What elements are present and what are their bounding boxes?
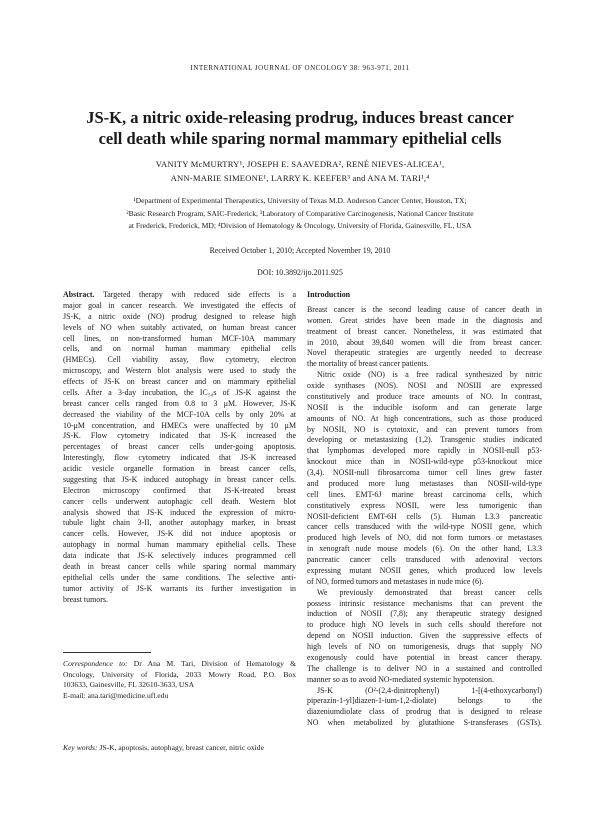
author-line: ANN-MARIE SIMEONE¹, LARRY K. KEEFER³ and ANA M. TARI¹,⁴: [170, 173, 430, 183]
introduction-line: women. Great strides have been made in the diagnosis and: [307, 315, 542, 325]
introduction-heading: Introduction: [307, 290, 351, 299]
introduction-line: expressing mutant NOSII genes, which produced low levels: [307, 565, 542, 575]
abstract-line: (HMECs). Cell viability assay, flow cytometry, electron: [63, 355, 296, 365]
introduction-line: exogenously could have potential in breast cancer therapy.: [307, 652, 542, 662]
correspondence-line: E-mail: ana.tari@medicine.ufl.edu: [63, 690, 169, 700]
keywords: [63, 743, 296, 754]
introduction-line: (3,4). NOSII-null fibrosarcoma tumor cell lines grew faster: [307, 468, 542, 477]
abstract-line: breast cancer cells ranged from 0.8 to 3 μM. However, JS-K: [63, 398, 296, 408]
introduction-line: JS-K (O²-(2,4-dinitrophenyl) 1-[(4-ethoxycarbonyl): [317, 685, 542, 695]
abstract-line: tubule light chain 3-II, another autophagy marker, in breast: [63, 518, 296, 528]
correspondence-line: 103633, Gainesville, FL 32610-3633, USA: [63, 680, 195, 690]
abstract-line: Interestingly, flow cytometry indicated that JS-K increased: [63, 453, 296, 463]
introduction-line: cell lines. EMT-6J marine breast carcinoma cells, which: [307, 489, 542, 499]
title-line: JS-K, a nitric oxide-releasing prodrug, induces breast cancer: [86, 108, 514, 127]
abstract-line: epithelial cells under the same conditions. The selective anti-: [63, 572, 296, 582]
affiliation-line: ²Basic Research Program, SAIC-Frederick, ³Laboratory of Comparative Carcinogenesis, National Cancer Institute: [126, 208, 474, 218]
abstract-line: cancer cells. However, JS-K did not induce apoptosis or: [63, 529, 296, 539]
introduction-line: NO when metabolized by glutathione S-transferases (GSTs).: [307, 718, 542, 728]
introduction-line: oxide synthases (NOS). NOSI and NOSIII are expressed: [307, 381, 542, 390]
introduction-line: We previously demonstrated that breast cancer cells: [317, 587, 542, 597]
abstract-line: major goal in cancer research. We investigated the effects of: [63, 300, 296, 310]
introduction-column: [307, 290, 542, 729]
introduction-line: produced high levels of NO, did not form tumors or metastases: [307, 533, 542, 543]
introduction-line: by NOSII, NO is cytotoxic, and can prevent tumors from: [307, 424, 542, 434]
abstract-line: decreased the viability of the MCF-10A cells by only 20% at: [63, 409, 296, 419]
abstract-line: cell lines, on non-transformed human MCF-10A mammary: [63, 333, 296, 343]
footnote-rule: [63, 652, 151, 653]
abstract-line: effects of JS-K on breast cancer and on mammary epithelial: [63, 377, 296, 386]
introduction-line: to produce high NO levels in such cells should therefore not: [307, 620, 542, 630]
introduction-line: diazeniumdiolate class of prodrug that is designed to release: [307, 707, 542, 717]
introduction-line: cancer cells transduced with the wild-type NOSII gene, which: [307, 522, 542, 532]
article-title: [60, 107, 540, 149]
introduction-line: NOSII is the inducible isoform and can generate large: [307, 402, 542, 412]
abstract-line: breast tumors.: [63, 594, 108, 604]
introduction-line: The challenge is to deliver NO in a sustained and controlled: [307, 663, 542, 673]
introduction-line: in xenograft nude mouse models (6). On the other hand, L3.3: [307, 544, 542, 554]
abstract-line: death in breast cancer cells while sparing normal mammary: [63, 561, 296, 571]
affiliation-line: ¹Department of Experimental Therapeutics, University of Texas M.D. Anderson Cancer Center, Houston, TX;: [133, 196, 467, 205]
title-line: cell death while sparing normal mammary epithelial cells: [98, 129, 502, 148]
abstract-text: Targeted therapy with reduced side effects is a: [94, 290, 296, 299]
introduction-line: Breast cancer is the second leading cause of cancer death in: [307, 304, 542, 314]
introduction-line: constitutively express NOSII, were less tumorigenic than: [307, 500, 542, 510]
abstract-line: suggesting that JS-K induced autophagy in breast cancer cells.: [63, 474, 296, 484]
introduction-line: Nitric oxide (NO) is a free radical synthesized by nitric: [317, 370, 542, 380]
abstract-label: Abstract.: [63, 290, 95, 299]
abstract-line: analysis showed that JS-K induced the expression of micro-: [63, 507, 296, 517]
received-accepted-dates: Received October 1, 2010; Accepted November 19, 2010: [209, 246, 391, 255]
abstract-line: data indicate that JS-K selectively induces programmed cell: [63, 551, 296, 560]
abstract-line: cancer cells underwent autophagic cell death. Western blot: [63, 496, 296, 506]
introduction-line: of NO, formed tumors and metastases in nude mice (6).: [307, 576, 484, 586]
abstract-line: tumor activity of JS-K warrants its further investigation in: [63, 583, 296, 593]
affiliation-line: at Frederick, Frederick, MD; ⁴Division of Hematology & Oncology, University of Florida, Gainesville, FL, USA: [128, 221, 472, 230]
introduction-line: in 2010, about 39,840 women will die from breast cancer.: [307, 337, 542, 347]
introduction-line: piperazin-1-yl]diazen-1-ium-1,2-diolate) belongs to the: [307, 696, 542, 706]
abstract-line: JS-K. Flow cytometry indicated that JS-K increased the: [63, 431, 296, 441]
introduction-line: and produced more lung metastases than NOSII-wild-type: [307, 478, 542, 488]
abstract-line: [63, 290, 296, 301]
abstract-line: Electron microscopy confirmed that JS-K-treated breast: [63, 485, 296, 495]
introduction-line: knockout mice than in NOSII-wild-type p53-knockout mice: [307, 457, 542, 467]
abstract-line: percentages of breast cancer cells under-going apoptosis.: [63, 442, 296, 452]
running-head: INTERNATIONAL JOURNAL OF ONCOLOGY 38: 963-971, 2011: [190, 64, 410, 72]
affiliations: [60, 195, 540, 233]
author-list: [60, 157, 540, 185]
abstract-line: JS-K, a nitric oxide (NO) prodrug designed to release high: [63, 311, 296, 321]
correspondence-text: Dr Ana M. Tari, Division of Hematology &: [127, 659, 296, 668]
introduction-line: treatment of breast cancer. Nonetheless, it was estimated that: [307, 326, 542, 336]
abstract-line: cells, and on normal human mammary epithelial cells: [63, 344, 296, 354]
introduction-line: possess intrinsic resistance mechanisms that can prevent the: [307, 598, 542, 608]
abstract-line: autophagy in normal human mammary epithelial cells. These: [63, 540, 296, 550]
introduction-line: induction of NOSII (7,8); any therapeutic strategy designed: [307, 609, 542, 619]
keywords-label: Key words:: [63, 743, 98, 752]
abstract-column: [63, 290, 296, 605]
author-line: VANITY McMURTRY¹, JOSEPH E. SAAVEDRA², RENÉ NIEVES-ALICEA¹,: [155, 159, 445, 169]
introduction-line: constitutively and produce trace amounts of NO. In contrast,: [307, 391, 542, 401]
abstract-line: microscopy, and Western blot analysis were used to study the: [63, 366, 296, 376]
keywords-text: JS-K, apoptosis, autophagy, breast cancer, nitric oxide: [97, 743, 264, 752]
abstract-line: cells. After a 3-day incubation, the IC₅₀s of JS-K against the: [63, 387, 296, 397]
correspondence-block: [63, 659, 296, 701]
introduction-line: high levels of NO on tumorigenesis, drugs that supply NO: [307, 642, 542, 651]
introduction-line: that lymphomas developed more rapidly in NOSII-null p53-: [307, 446, 542, 456]
introduction-line: NOSII-deficient EMT-6H cells (5). Human L3.3 pancreatic: [307, 511, 542, 521]
introduction-line: amounts of NO. At high concentrations, such as those produced: [307, 413, 542, 423]
abstract-line: 10-μM concentration, and HMECs were unaffected by 10 μM: [63, 420, 296, 430]
introduction-line: manner so as to avoid NO-mediated systemic hypotension.: [307, 674, 494, 684]
introduction-line: pancreatic cancer cells transduced with adenoviral vectors: [307, 555, 542, 564]
introduction-line: the mortality of breast cancer patients.: [307, 359, 429, 369]
introduction-line: depend on NOSII induction. Given the suppressive effects of: [307, 631, 542, 641]
correspondence-line: Oncology, University of Florida, 2033 Mowry Road, P.O. Box: [63, 669, 296, 679]
abstract-line: levels of NO when suitably activated, on human breast cancer: [63, 322, 296, 332]
abstract-line: acidic vesicle organelle formation in breast cancer cells,: [63, 464, 296, 473]
doi: DOI: 10.3892/ijo.2011.925: [257, 268, 343, 277]
introduction-line: developing or metastasizing (1,2). Transgenic studies indicated: [307, 435, 542, 445]
introduction-line: Novel therapeutic strategies are urgently needed to decrease: [307, 348, 542, 358]
correspondence-line: [63, 659, 296, 670]
correspondence-label: Correspondence to:: [63, 659, 128, 668]
